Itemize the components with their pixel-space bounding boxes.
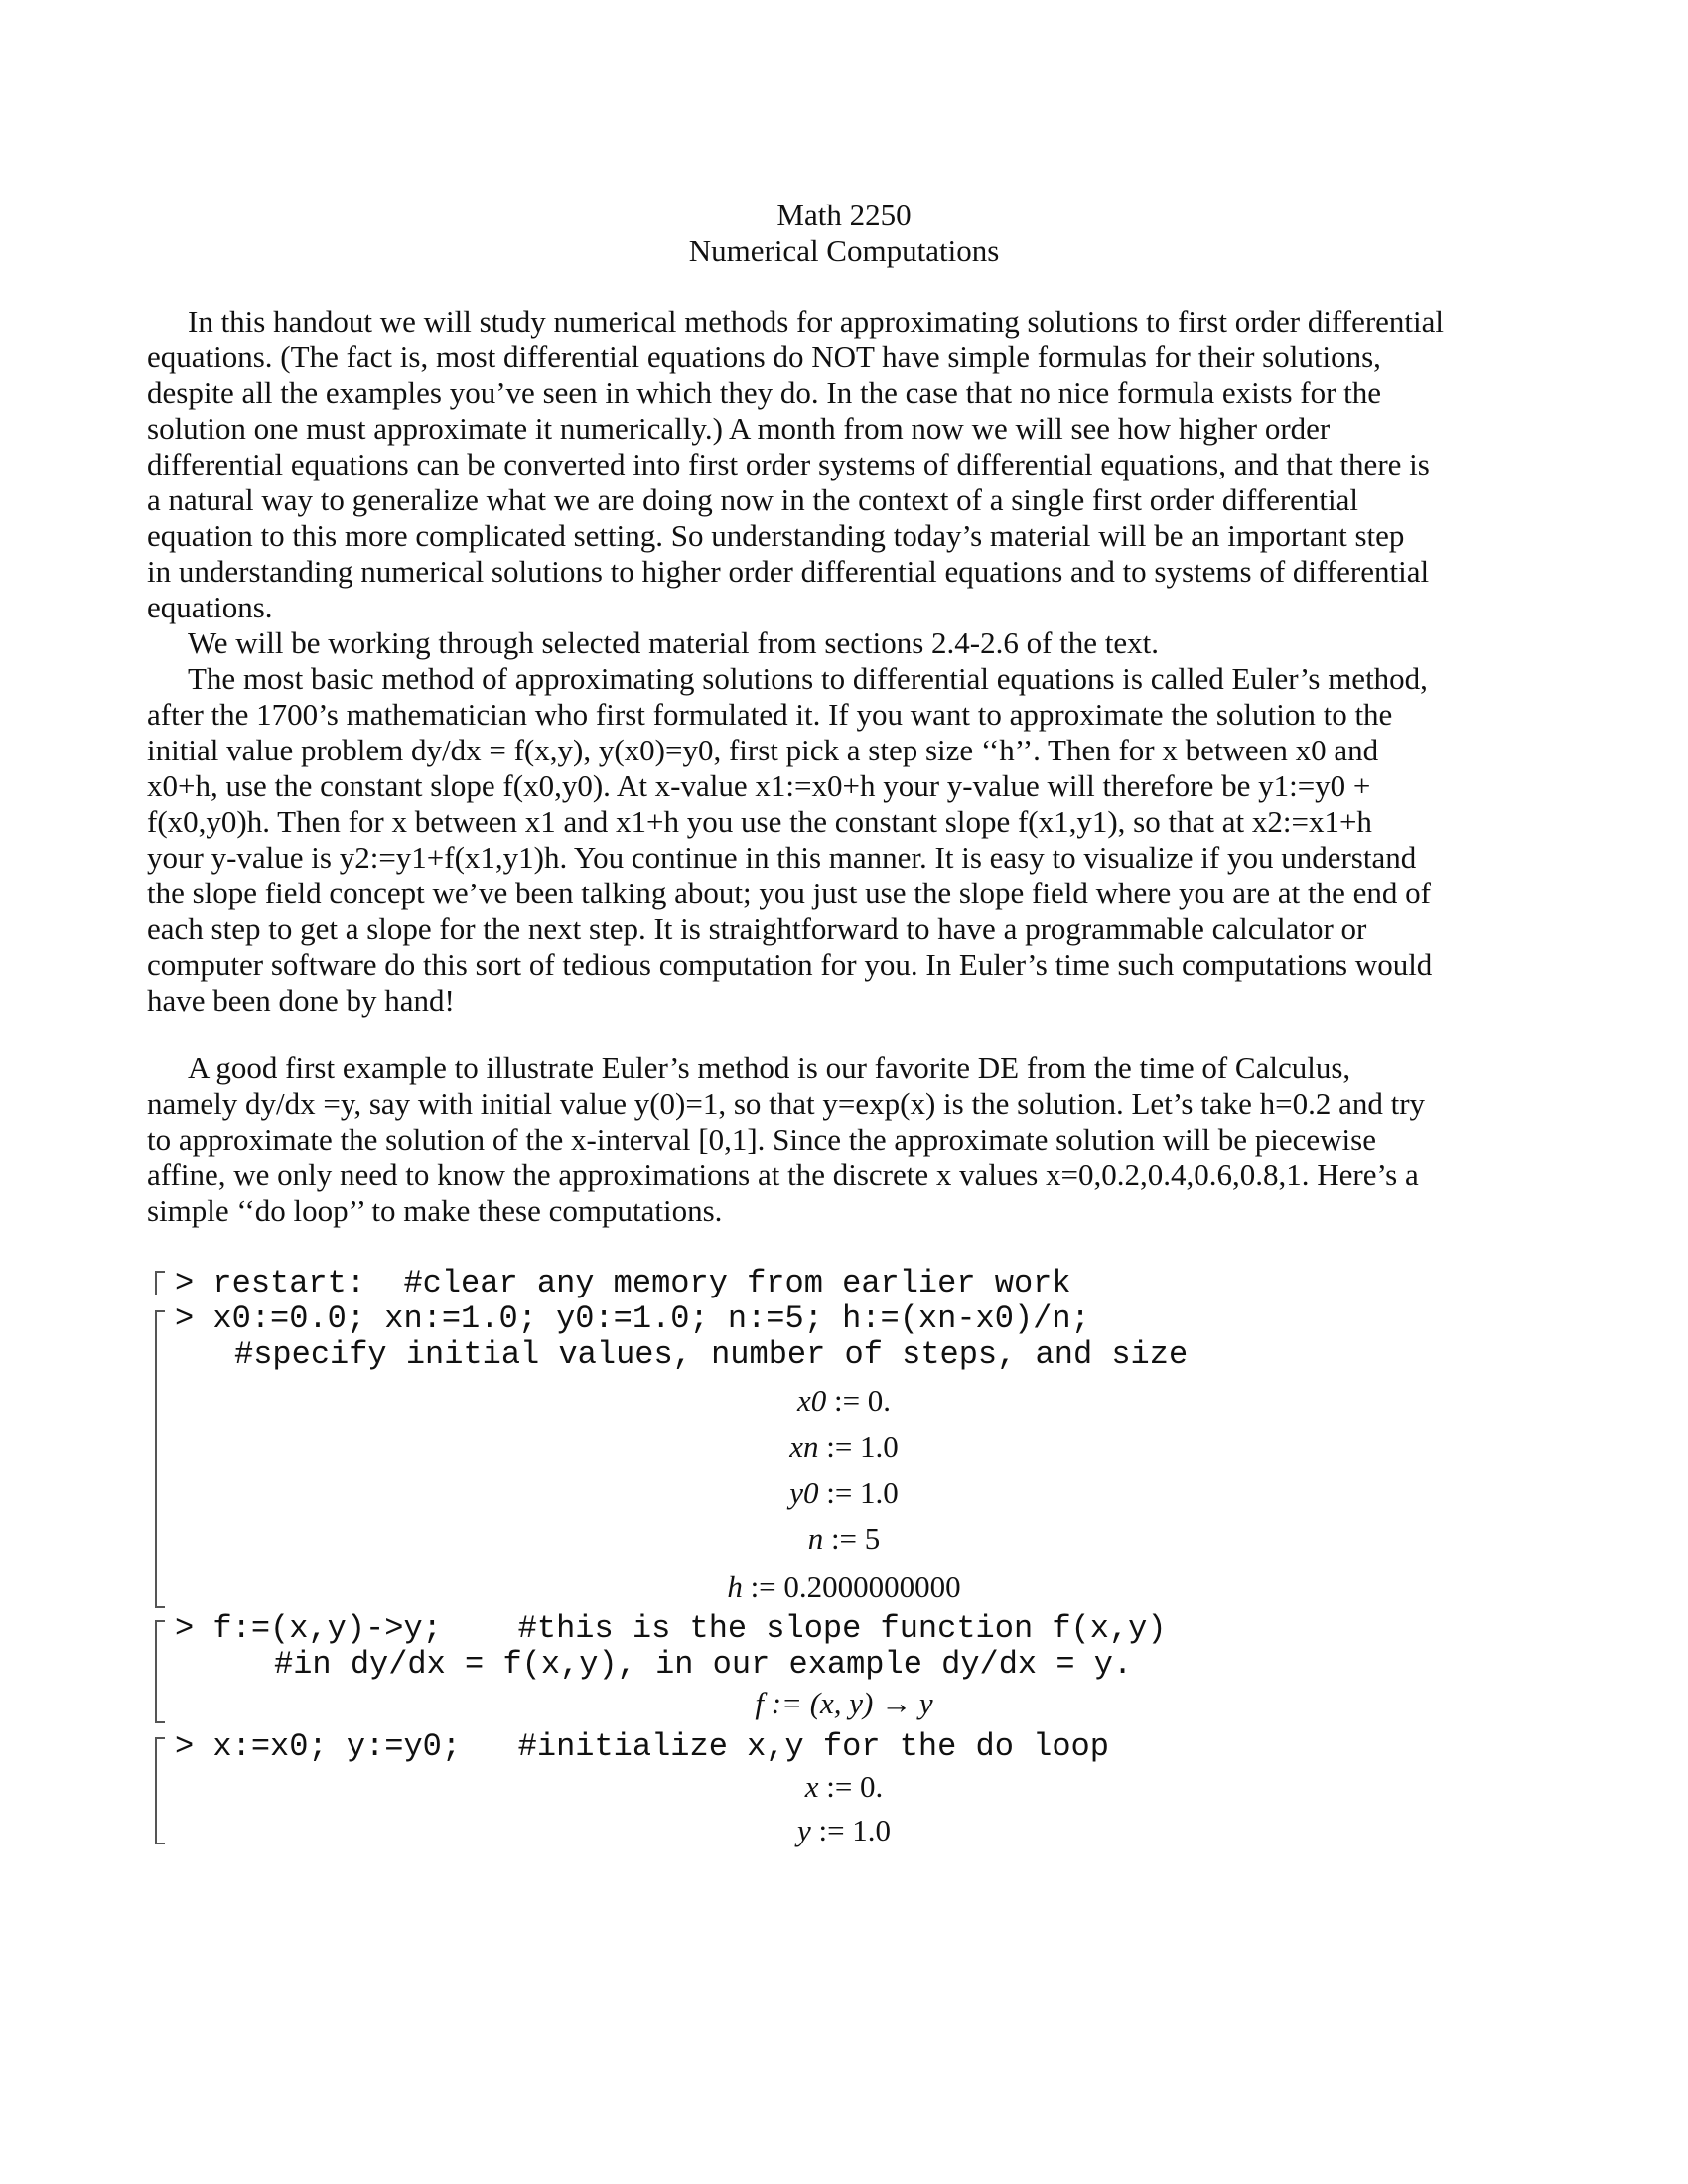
- output-h: h := 0.2000000000: [727, 1570, 961, 1604]
- euler-line: your y-value is y2:=y1+f(x1,y1)h. You continue in this manner. It is easy to visualize if you understand: [147, 840, 1417, 875]
- output-y: y := 1.0: [796, 1813, 892, 1847]
- intro-line: equation to this more complicated setting. So understanding today’s material will be an important step: [147, 518, 1405, 553]
- output-x: x := 0.: [804, 1769, 884, 1804]
- example-paragraph: [147, 1050, 1547, 1229]
- euler-line: computer software do this sort of tedious computation for you. In Euler’s time such computations would: [147, 947, 1433, 982]
- slope-function-comment[interactable]: #in dy/dx = f(x,y), in our example dy/dx = y.: [274, 1646, 1133, 1683]
- example-line: simple ‘‘do loop’’ to make these computations.: [147, 1193, 723, 1228]
- initial-values-command[interactable]: > x0:=0.0; xn:=1.0; y0:=1.0; n:=5; h:=(xn-x0)/n;: [175, 1300, 1090, 1337]
- output-x0: x0 := 0.: [796, 1383, 892, 1418]
- initialize-command[interactable]: > x:=x0; y:=y0; #initialize x,y for the do loop: [175, 1728, 1109, 1765]
- example-line: namely dy/dx =y, say with initial value y(0)=1, so that y=exp(x) is the solution. Let’s take h=0.2 and try: [147, 1086, 1426, 1121]
- euler-line: x0+h, use the constant slope f(x0,y0). At x-value x1:=x0+h your y-value will therefore be y1:=y0 +: [147, 768, 1371, 803]
- intro-line: solution one must approximate it numerically.) A month from now we will see how higher order: [147, 411, 1331, 446]
- group-bracket: [155, 1271, 157, 1295]
- euler-line: the slope field concept we’ve been talking about; you just use the slope field where you are at the end of: [147, 876, 1431, 910]
- document-title: Numerical Computations: [688, 233, 1000, 268]
- intro-line: in understanding numerical solutions to higher order differential equations and to systems of differential: [147, 554, 1430, 589]
- intro-line: In this handout we will study numerical methods for approximating solutions to first order differential: [188, 304, 1445, 339]
- euler-line: The most basic method of approximating solutions to differential equations is called Euler’s method,: [188, 661, 1428, 696]
- euler-line: each step to get a slope for the next step. It is straightforward to have a programmable calculator or: [147, 911, 1367, 946]
- initial-values-comment[interactable]: #specify initial values, number of steps, and size: [234, 1336, 1189, 1373]
- euler-line: have been done by hand!: [147, 983, 455, 1018]
- euler-line: after the 1700’s mathematician who first formulated it. If you want to approximate the solution to the: [147, 697, 1393, 732]
- intro-line: equations. (The fact is, most differential equations do NOT have simple formulas for their solutions,: [147, 340, 1381, 374]
- sections-line: We will be working through selected material from sections 2.4-2.6 of the text.: [188, 625, 1160, 660]
- output-f: f := (x, y) → y: [755, 1686, 933, 1720]
- intro-paragraph: [147, 304, 1547, 1019]
- example-line: A good first example to illustrate Euler’s method is our favorite DE from the time of Calculus,: [188, 1050, 1351, 1085]
- euler-line: f(x0,y0)h. Then for x between x1 and x1+h you use the constant slope f(x1,y1), so that at x2:=x1+h: [147, 804, 1372, 839]
- course-title: Math 2250: [776, 198, 912, 232]
- euler-line: initial value problem dy/dx = f(x,y), y(x0)=y0, first pick a step size ‘‘h’’. Then for x between x0 and: [147, 733, 1379, 767]
- intro-line: differential equations can be converted into first order systems of differential equations, and that there is: [147, 447, 1430, 481]
- output-y0: y0 := 1.0: [789, 1475, 899, 1510]
- intro-line: equations.: [147, 590, 273, 624]
- slope-function-command[interactable]: > f:=(x,y)->y; #this is the slope function f(x,y): [175, 1610, 1167, 1647]
- example-line: affine, we only need to know the approximations at the discrete x values x=0,0.2,0.4,0.6,0.8,1. Here’s a: [147, 1158, 1419, 1192]
- intro-line: a natural way to generalize what we are doing now in the context of a single first order differential: [147, 482, 1359, 517]
- output-n: n := 5: [807, 1521, 881, 1556]
- output-xn: xn := 1.0: [789, 1430, 899, 1464]
- example-line: to approximate the solution of the x-interval [0,1]. Since the approximate solution will be piecewise: [147, 1122, 1376, 1157]
- intro-line: despite all the examples you’ve seen in which they do. In the case that no nice formula exists for the: [147, 375, 1382, 410]
- restart-command[interactable]: > restart: #clear any memory from earlier work: [175, 1265, 1071, 1301]
